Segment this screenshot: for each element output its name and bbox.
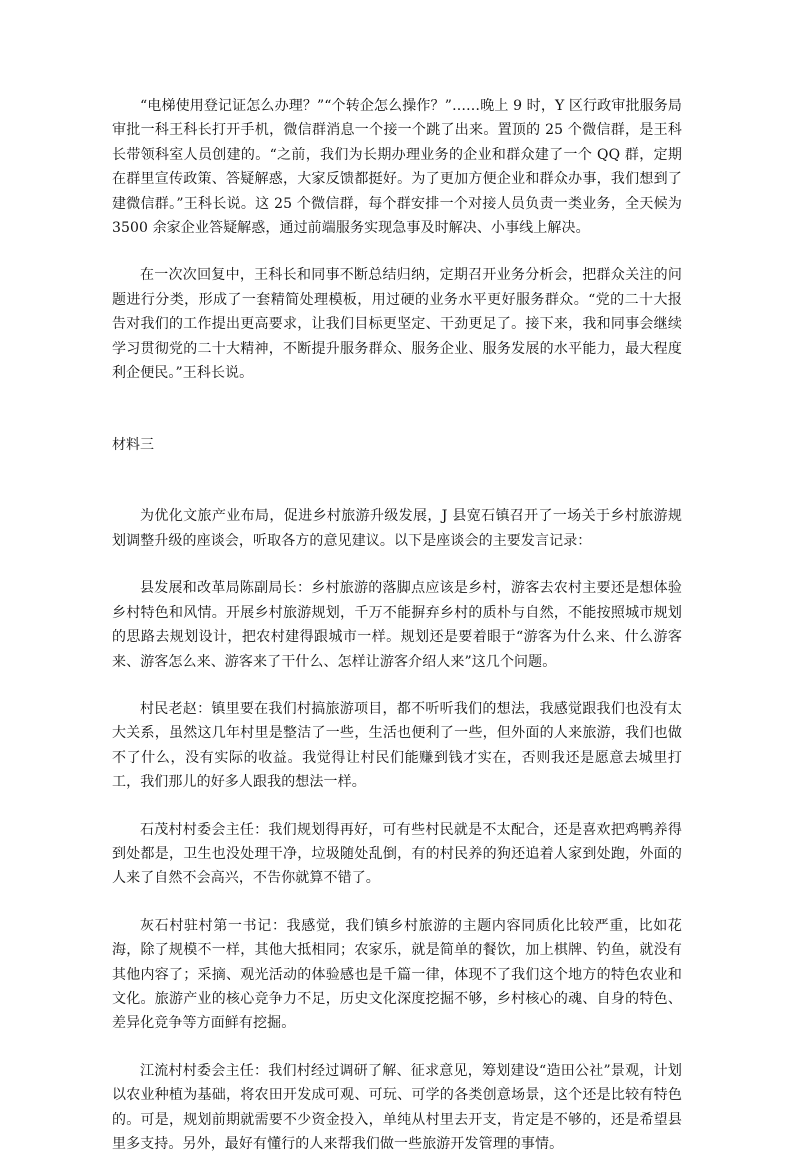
section-heading: 材料三 [112, 437, 154, 454]
speech-county-official: 县发展和改革局陈副局长：乡村旅游的落脚点应该是乡村，游客去农村主要还是想体验乡村特色和风情。开展乡村旅游规划，千万不能摒弃乡村的质朴与自然，不能按照城市规划的思路去规划设计，把农村建得跟城市一样。规划还是要着眼于“游客为什么来、什么游客来、游客怎么来、游客来了干什么、怎样让游客介绍人来”这几个问题。 [112, 580, 682, 670]
speech-jiangliu-director: 江流村村委会主任：我们村经过调研了解、征求意见，筹划建设“造田公社”景观，计划以农业种植为基础，将农田开发成可观、可玩、可学的各类创意场景，这个还是比较有特色的。可是，规划前期就需要不少资金投入，单纯从村里去开支，肯定是不够的，还是希望县里多支持。另外，最好有懂行的人来帮我们做一些旅游开发管理的事情。 [112, 1062, 682, 1152]
paragraph-wechat-groups: “电梯使用登记证怎么办理？”“个转企怎么操作？”……晚上 9 时，Y 区行政审批服务局审批一科王科长打开手机，微信群消息一个接一个跳了出来。置顶的 25 个微信群，是王科长带领科室人员创建的。“之前，我们为长期办理业务的企业和群众建了一个 QQ 群，定期在群里宣传政策、答疑解惑，大家反馈都挺好。为了更加方便企业和群众办事，我们想到了建微信群。”王科长说。这 25 个微信群，每个群安排一个对接人员负责一类业务，全天候为 3500 余家企业答疑解惑，通过前端服务实现急事及时解决、小事线上解决。 [112, 98, 682, 237]
speech-shimao-director: 石茂村村委会主任：我们规划得再好，可有些村民就是不太配合，还是喜欢把鸡鸭养得到处都是，卫生也没处理干净，垃圾随处乱倒，有的村民养的狗还追着人家到处跑，外面的人来了自然不会高兴，不告你就算不错了。 [112, 821, 682, 887]
speech-huishi-secretary: 灰石村驻村第一书记：我感觉，我们镇乡村旅游的主题内容同质化比较严重，比如花海，除了规模不一样，其他大抵相同；农家乐，就是简单的餐饮，加上棋牌、钓鱼，就没有其他内容了；采摘、观光活动的体验感也是千篇一律，体现不了我们这个地方的特色农业和文化。旅游产业的核心竞争力不足，历史文化深度挖掘不够，乡村核心的魂、自身的特色、差异化竞争等方面鲜有挖掘。 [112, 917, 682, 1032]
paragraph-summary: 在一次次回复中，王科长和同事不断总结归纳，定期召开业务分析会，把群众关注的问题进行分类，形成了一套精简处理模板，用过硬的业务水平更好服务群众。“党的二十大报告对我们的工作提出更高要求，让我们目标更坚定、干劲更足了。接下来，我和同事会继续学习贯彻党的二十大精神，不断提升服务群众、服务企业、服务发展的水平能力，最大程度利企便民。”王科长说。 [112, 267, 682, 382]
paragraph-intro: 为优化文旅产业布局，促进乡村旅游升级发展，J 县宽石镇召开了一场关于乡村旅游规划调整升级的座谈会，听取各方的意见建议。以下是座谈会的主要发言记录： [112, 508, 682, 549]
speech-villager-zhao: 村民老赵：镇里要在我们村搞旅游项目，都不听听我们的想法，我感觉跟我们也没有太大关系，虽然这几年村里是整洁了一些，生活也便利了一些，但外面的人来旅游，我们也做不了什么，没有实际的收益。我觉得让村民们能赚到钱才实在，否则我还是愿意去城里打工，我们那儿的好多人跟我的想法一样。 [112, 700, 682, 791]
document-page [112, 94, 682, 1156]
